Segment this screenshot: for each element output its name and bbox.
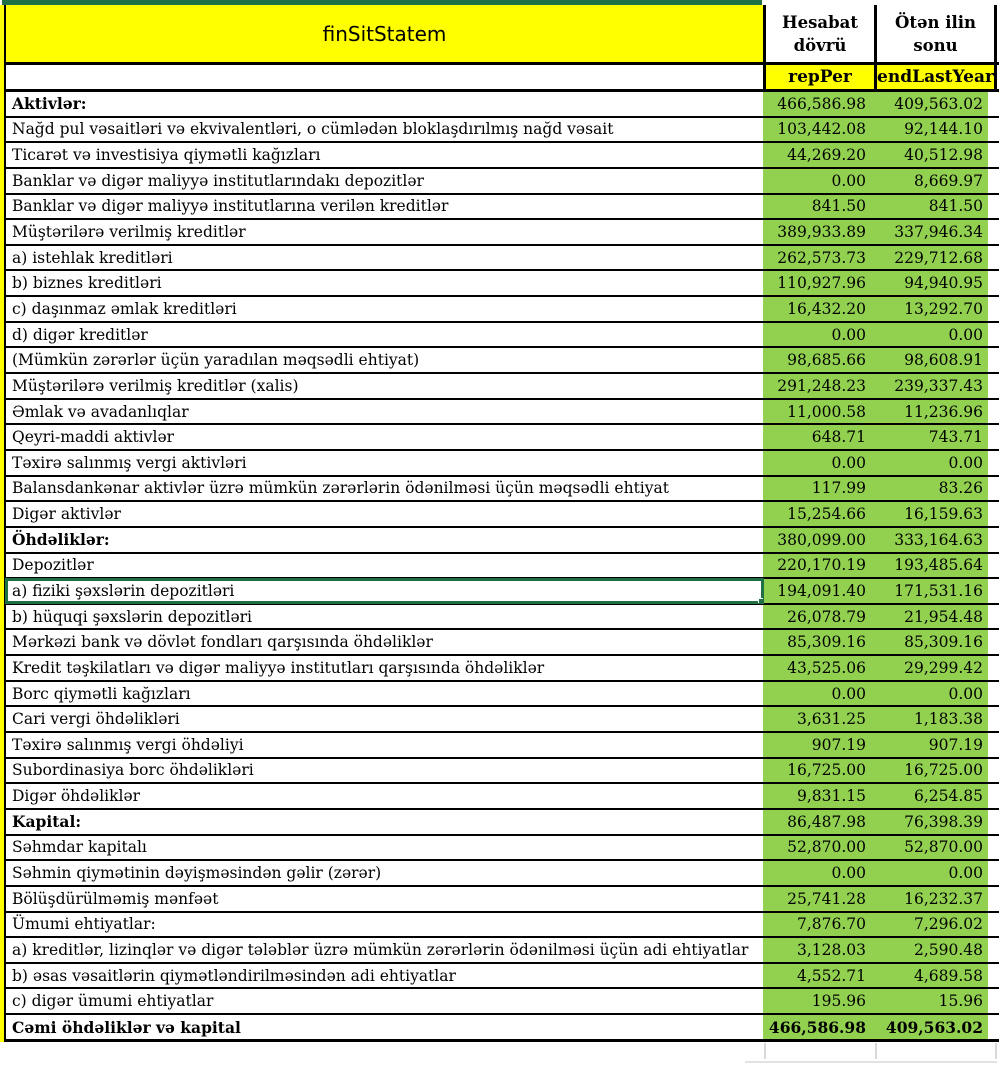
row-label-cell[interactable]: a) istehlak kreditləri xyxy=(6,246,763,270)
endlastyear-value-cell[interactable]: 83.26 xyxy=(871,477,988,501)
row-label-cell[interactable]: Nağd pul vəsaitləri və ekvivalentləri, o cümlədən bloklaşdırılmış nağd vəsait xyxy=(6,118,763,142)
table-row xyxy=(6,451,999,477)
table-row xyxy=(6,220,999,246)
table-row xyxy=(6,989,999,1015)
row-label-cell[interactable]: Təxirə salınmış vergi öhdəliyi xyxy=(6,733,763,757)
endlastyear-value-cell[interactable]: 193,485.64 xyxy=(871,554,988,578)
table-row xyxy=(6,118,999,144)
row-label-cell[interactable]: a) kreditlər, lizinqlər və digər tələblər üzrə mümkün zərərlərin ödənilməsi üçün adi ehtiyatlar xyxy=(6,938,763,962)
endlastyear-value-cell[interactable]: 7,296.02 xyxy=(871,913,988,937)
endlastyear-value-cell[interactable]: 16,725.00 xyxy=(871,759,988,783)
endlastyear-value-cell[interactable]: 76,398.39 xyxy=(871,810,988,834)
row-label-cell[interactable]: Cəmi öhdəliklər və kapital xyxy=(6,1015,763,1039)
endlastyear-value-cell[interactable]: 16,232.37 xyxy=(871,887,988,911)
repper-value-cell[interactable]: 9,831.15 xyxy=(763,784,871,808)
row-label-cell[interactable]: Mərkəzi bank və dövlət fondları qarşısında öhdəliklər xyxy=(6,630,763,654)
endlastyear-value-cell[interactable]: 1,183.38 xyxy=(871,707,988,731)
row-label-cell[interactable]: Qeyri-maddi aktivlər xyxy=(6,425,763,449)
repper-value-cell[interactable]: 25,741.28 xyxy=(763,887,871,911)
repper-value-cell[interactable]: 16,432.20 xyxy=(763,297,871,321)
table-row xyxy=(6,554,999,580)
row-label-cell[interactable]: Borc qiymətli kağızları xyxy=(6,682,763,706)
row-label-cell[interactable]: Subordinasiya borc öhdəlikləri xyxy=(6,759,763,783)
endlastyear-value-cell[interactable]: 0.00 xyxy=(871,451,988,475)
repper-value-cell[interactable]: 0.00 xyxy=(763,861,871,885)
table-row xyxy=(6,297,999,323)
repper-value-cell[interactable]: 4,552.71 xyxy=(763,964,871,988)
table-row xyxy=(6,400,999,426)
endlastyear-value-cell[interactable]: 8,669.97 xyxy=(871,169,988,193)
table-row xyxy=(6,169,999,195)
table-row xyxy=(6,759,999,785)
row-label-cell[interactable]: Banklar və digər maliyyə institutlarına verilən kreditlər xyxy=(6,195,763,219)
endlastyear-value-cell[interactable]: 409,563.02 xyxy=(871,1015,988,1039)
table-row xyxy=(6,861,999,887)
repper-value-cell[interactable]: 262,573.73 xyxy=(763,246,871,270)
endlastyear-value-cell[interactable]: 6,254.85 xyxy=(871,784,988,808)
repper-value-cell[interactable]: 43,525.06 xyxy=(763,656,871,680)
endlastyear-value-cell[interactable]: 40,512.98 xyxy=(871,143,988,167)
repper-value-cell[interactable]: 3,128.03 xyxy=(763,938,871,962)
table-row xyxy=(6,810,999,836)
row-label-cell[interactable]: Cari vergi öhdəlikləri xyxy=(6,707,763,731)
repper-value-cell[interactable]: 380,099.00 xyxy=(763,528,871,552)
table-row xyxy=(6,836,999,862)
row-label-cell[interactable]: Səhmin qiymətinin dəyişməsindən gəlir (zərər) xyxy=(6,861,763,885)
repper-value-cell[interactable]: 85,309.16 xyxy=(763,630,871,654)
table-row xyxy=(6,605,999,631)
table-row xyxy=(6,477,999,503)
subheader-repper-cell[interactable]: repPer xyxy=(766,65,877,89)
repper-value-cell[interactable]: 907.19 xyxy=(763,733,871,757)
table-row xyxy=(6,374,999,400)
table-row xyxy=(6,938,999,964)
fill-handle[interactable] xyxy=(758,598,763,603)
table-row xyxy=(6,502,999,528)
repper-value-cell[interactable]: 195.96 xyxy=(763,989,871,1013)
row-label-cell[interactable]: Müştərilərə verilmiş kreditlər xyxy=(6,220,763,244)
gridline xyxy=(875,1043,877,1059)
repper-value-cell[interactable]: 0.00 xyxy=(763,451,871,475)
repper-value-cell[interactable]: 15,254.66 xyxy=(763,502,871,526)
header-row xyxy=(6,5,999,65)
endlastyear-value-cell[interactable]: 21,954.48 xyxy=(871,605,988,629)
table-row xyxy=(6,579,999,605)
repper-value-cell[interactable]: 16,725.00 xyxy=(763,759,871,783)
table-row xyxy=(6,323,999,349)
repper-value-cell[interactable]: 0.00 xyxy=(763,323,871,347)
endlastyear-value-cell[interactable]: 98,608.91 xyxy=(871,348,988,372)
endlastyear-value-cell[interactable]: 85,309.16 xyxy=(871,630,988,654)
endlastyear-value-cell[interactable]: 0.00 xyxy=(871,861,988,885)
repper-value-cell[interactable]: 86,487.98 xyxy=(763,810,871,834)
row-label-cell[interactable]: Müştərilərə verilmiş kreditlər (xalis) xyxy=(6,374,763,398)
row-label-cell[interactable]: Ticarət və investisiya qiymətli kağızları xyxy=(6,143,763,167)
repper-value-cell[interactable]: 11,000.58 xyxy=(763,400,871,424)
table-title-cell[interactable]: finSitStatem xyxy=(6,5,766,62)
endlastyear-value-cell[interactable]: 92,144.10 xyxy=(871,118,988,142)
endlastyear-value-cell[interactable]: 333,164.63 xyxy=(871,528,988,552)
repper-value-cell[interactable]: 98,685.66 xyxy=(763,348,871,372)
table-row xyxy=(6,913,999,939)
table-row xyxy=(6,682,999,708)
repper-value-cell[interactable]: 44,269.20 xyxy=(763,143,871,167)
repper-value-cell[interactable]: 3,631.25 xyxy=(763,707,871,731)
table-row xyxy=(6,630,999,656)
table-row xyxy=(6,425,999,451)
row-label-cell[interactable]: c) digər ümumi ehtiyatlar xyxy=(6,989,763,1013)
endlastyear-value-cell[interactable]: 16,159.63 xyxy=(871,502,988,526)
table-row xyxy=(6,348,999,374)
table-row xyxy=(6,1015,999,1042)
gridline xyxy=(995,1043,997,1059)
row-label-cell[interactable]: Öhdəliklər: xyxy=(6,528,763,552)
repper-value-cell[interactable]: 0.00 xyxy=(763,169,871,193)
table-row xyxy=(6,707,999,733)
row-label-cell[interactable]: Təxirə salınmış vergi aktivləri xyxy=(6,451,763,475)
subheader-row xyxy=(6,65,999,92)
header-period-cell[interactable]: Hesabat dövrü xyxy=(766,5,877,62)
table-row xyxy=(6,528,999,554)
repper-value-cell[interactable]: 466,586.98 xyxy=(763,92,871,116)
endlastyear-value-cell[interactable]: 0.00 xyxy=(871,323,988,347)
repper-value-cell[interactable]: 110,927.96 xyxy=(763,271,871,295)
table-row xyxy=(6,887,999,913)
endlastyear-value-cell[interactable]: 841.50 xyxy=(871,195,988,219)
endlastyear-value-cell[interactable]: 29,299.42 xyxy=(871,656,988,680)
row-label-cell[interactable]: Aktivlər: xyxy=(6,92,763,116)
repper-value-cell[interactable]: 291,248.23 xyxy=(763,374,871,398)
endlastyear-value-cell[interactable]: 229,712.68 xyxy=(871,246,988,270)
header-lastyear-cell[interactable]: Ötən ilin sonu xyxy=(877,5,997,62)
table-row xyxy=(6,656,999,682)
repper-value-cell[interactable]: 117.99 xyxy=(763,477,871,501)
repper-value-cell[interactable]: 389,933.89 xyxy=(763,220,871,244)
endlastyear-value-cell[interactable]: 907.19 xyxy=(871,733,988,757)
repper-value-cell[interactable]: 0.00 xyxy=(763,682,871,706)
repper-value-cell[interactable]: 841.50 xyxy=(763,195,871,219)
repper-value-cell[interactable]: 220,170.19 xyxy=(763,554,871,578)
row-label-cell[interactable]: d) digər kreditlər xyxy=(6,323,763,347)
table-row xyxy=(6,92,999,118)
repper-value-cell[interactable]: 648.71 xyxy=(763,425,871,449)
table-row xyxy=(6,733,999,759)
endlastyear-value-cell[interactable]: 94,940.95 xyxy=(871,271,988,295)
table-body xyxy=(6,92,999,1042)
repper-value-cell[interactable]: 466,586.98 xyxy=(763,1015,871,1039)
table-row xyxy=(6,964,999,990)
endlastyear-value-cell[interactable]: 2,590.48 xyxy=(871,938,988,962)
row-label-cell[interactable]: b) əsas vəsaitlərin qiymətləndirilməsindən adi ehtiyatlar xyxy=(6,964,763,988)
repper-value-cell[interactable]: 26,078.79 xyxy=(763,605,871,629)
endlastyear-value-cell[interactable]: 239,337.43 xyxy=(871,374,988,398)
table-row xyxy=(6,195,999,221)
row-label-cell[interactable]: Digər öhdəliklər xyxy=(6,784,763,808)
row-label-cell[interactable]: a) fiziki şəxslərin depozitləri xyxy=(6,579,763,603)
repper-value-cell[interactable]: 52,870.00 xyxy=(763,836,871,860)
row-label-cell[interactable]: (Mümkün zərərlər üçün yaradılan məqsədli ehtiyat) xyxy=(6,348,763,372)
endlastyear-value-cell[interactable]: 4,689.58 xyxy=(871,964,988,988)
endlastyear-value-cell[interactable]: 15.96 xyxy=(871,989,988,1013)
row-label-cell[interactable]: Digər aktivlər xyxy=(6,502,763,526)
endlastyear-value-cell[interactable]: 0.00 xyxy=(871,682,988,706)
repper-value-cell[interactable]: 7,876.70 xyxy=(763,913,871,937)
table-row xyxy=(6,784,999,810)
row-label-cell[interactable]: Ümumi ehtiyatlar: xyxy=(6,913,763,937)
endlastyear-value-cell[interactable]: 743.71 xyxy=(871,425,988,449)
row-label-cell[interactable]: Banklar və digər maliyyə institutlarındakı depozitlər xyxy=(6,169,763,193)
table-row xyxy=(6,246,999,272)
repper-value-cell[interactable]: 103,442.08 xyxy=(763,118,871,142)
endlastyear-value-cell[interactable]: 171,531.16 xyxy=(871,579,988,603)
row-label-cell[interactable]: b) biznes kreditləri xyxy=(6,271,763,295)
gridline xyxy=(745,1061,997,1063)
row-label-cell[interactable]: Balansdankənar aktivlər üzrə mümkün zərərlərin ödənilməsi üçün məqsədli ehtiyat xyxy=(6,477,763,501)
endlastyear-value-cell[interactable]: 409,563.02 xyxy=(871,92,988,116)
financial-statement-table xyxy=(4,5,999,1042)
subheader-blank-cell[interactable] xyxy=(6,65,766,89)
row-label-cell[interactable]: Depozitlər xyxy=(6,554,763,578)
endlastyear-value-cell[interactable]: 337,946.34 xyxy=(871,220,988,244)
endlastyear-value-cell[interactable]: 52,870.00 xyxy=(871,836,988,860)
row-label-cell[interactable]: Kapital: xyxy=(6,810,763,834)
row-label-cell[interactable]: Kredit təşkilatları və digər maliyyə institutları qarşısında öhdəliklər xyxy=(6,656,763,680)
row-label-cell[interactable]: Əmlak və avadanlıqlar xyxy=(6,400,763,424)
table-row xyxy=(6,143,999,169)
subheader-endlastyear-cell[interactable]: endLastYear xyxy=(877,65,997,89)
endlastyear-value-cell[interactable]: 11,236.96 xyxy=(871,400,988,424)
row-label-cell[interactable]: Bölüşdürülməmiş mənfəət xyxy=(6,887,763,911)
row-label-cell[interactable]: c) daşınmaz əmlak kreditləri xyxy=(6,297,763,321)
row-label-cell[interactable]: b) hüquqi şəxslərin depozitləri xyxy=(6,605,763,629)
gridline xyxy=(764,1043,766,1059)
table-row xyxy=(6,271,999,297)
endlastyear-value-cell[interactable]: 13,292.70 xyxy=(871,297,988,321)
repper-value-cell[interactable]: 194,091.40 xyxy=(763,579,871,603)
row-label-cell[interactable]: Səhmdar kapitalı xyxy=(6,836,763,860)
